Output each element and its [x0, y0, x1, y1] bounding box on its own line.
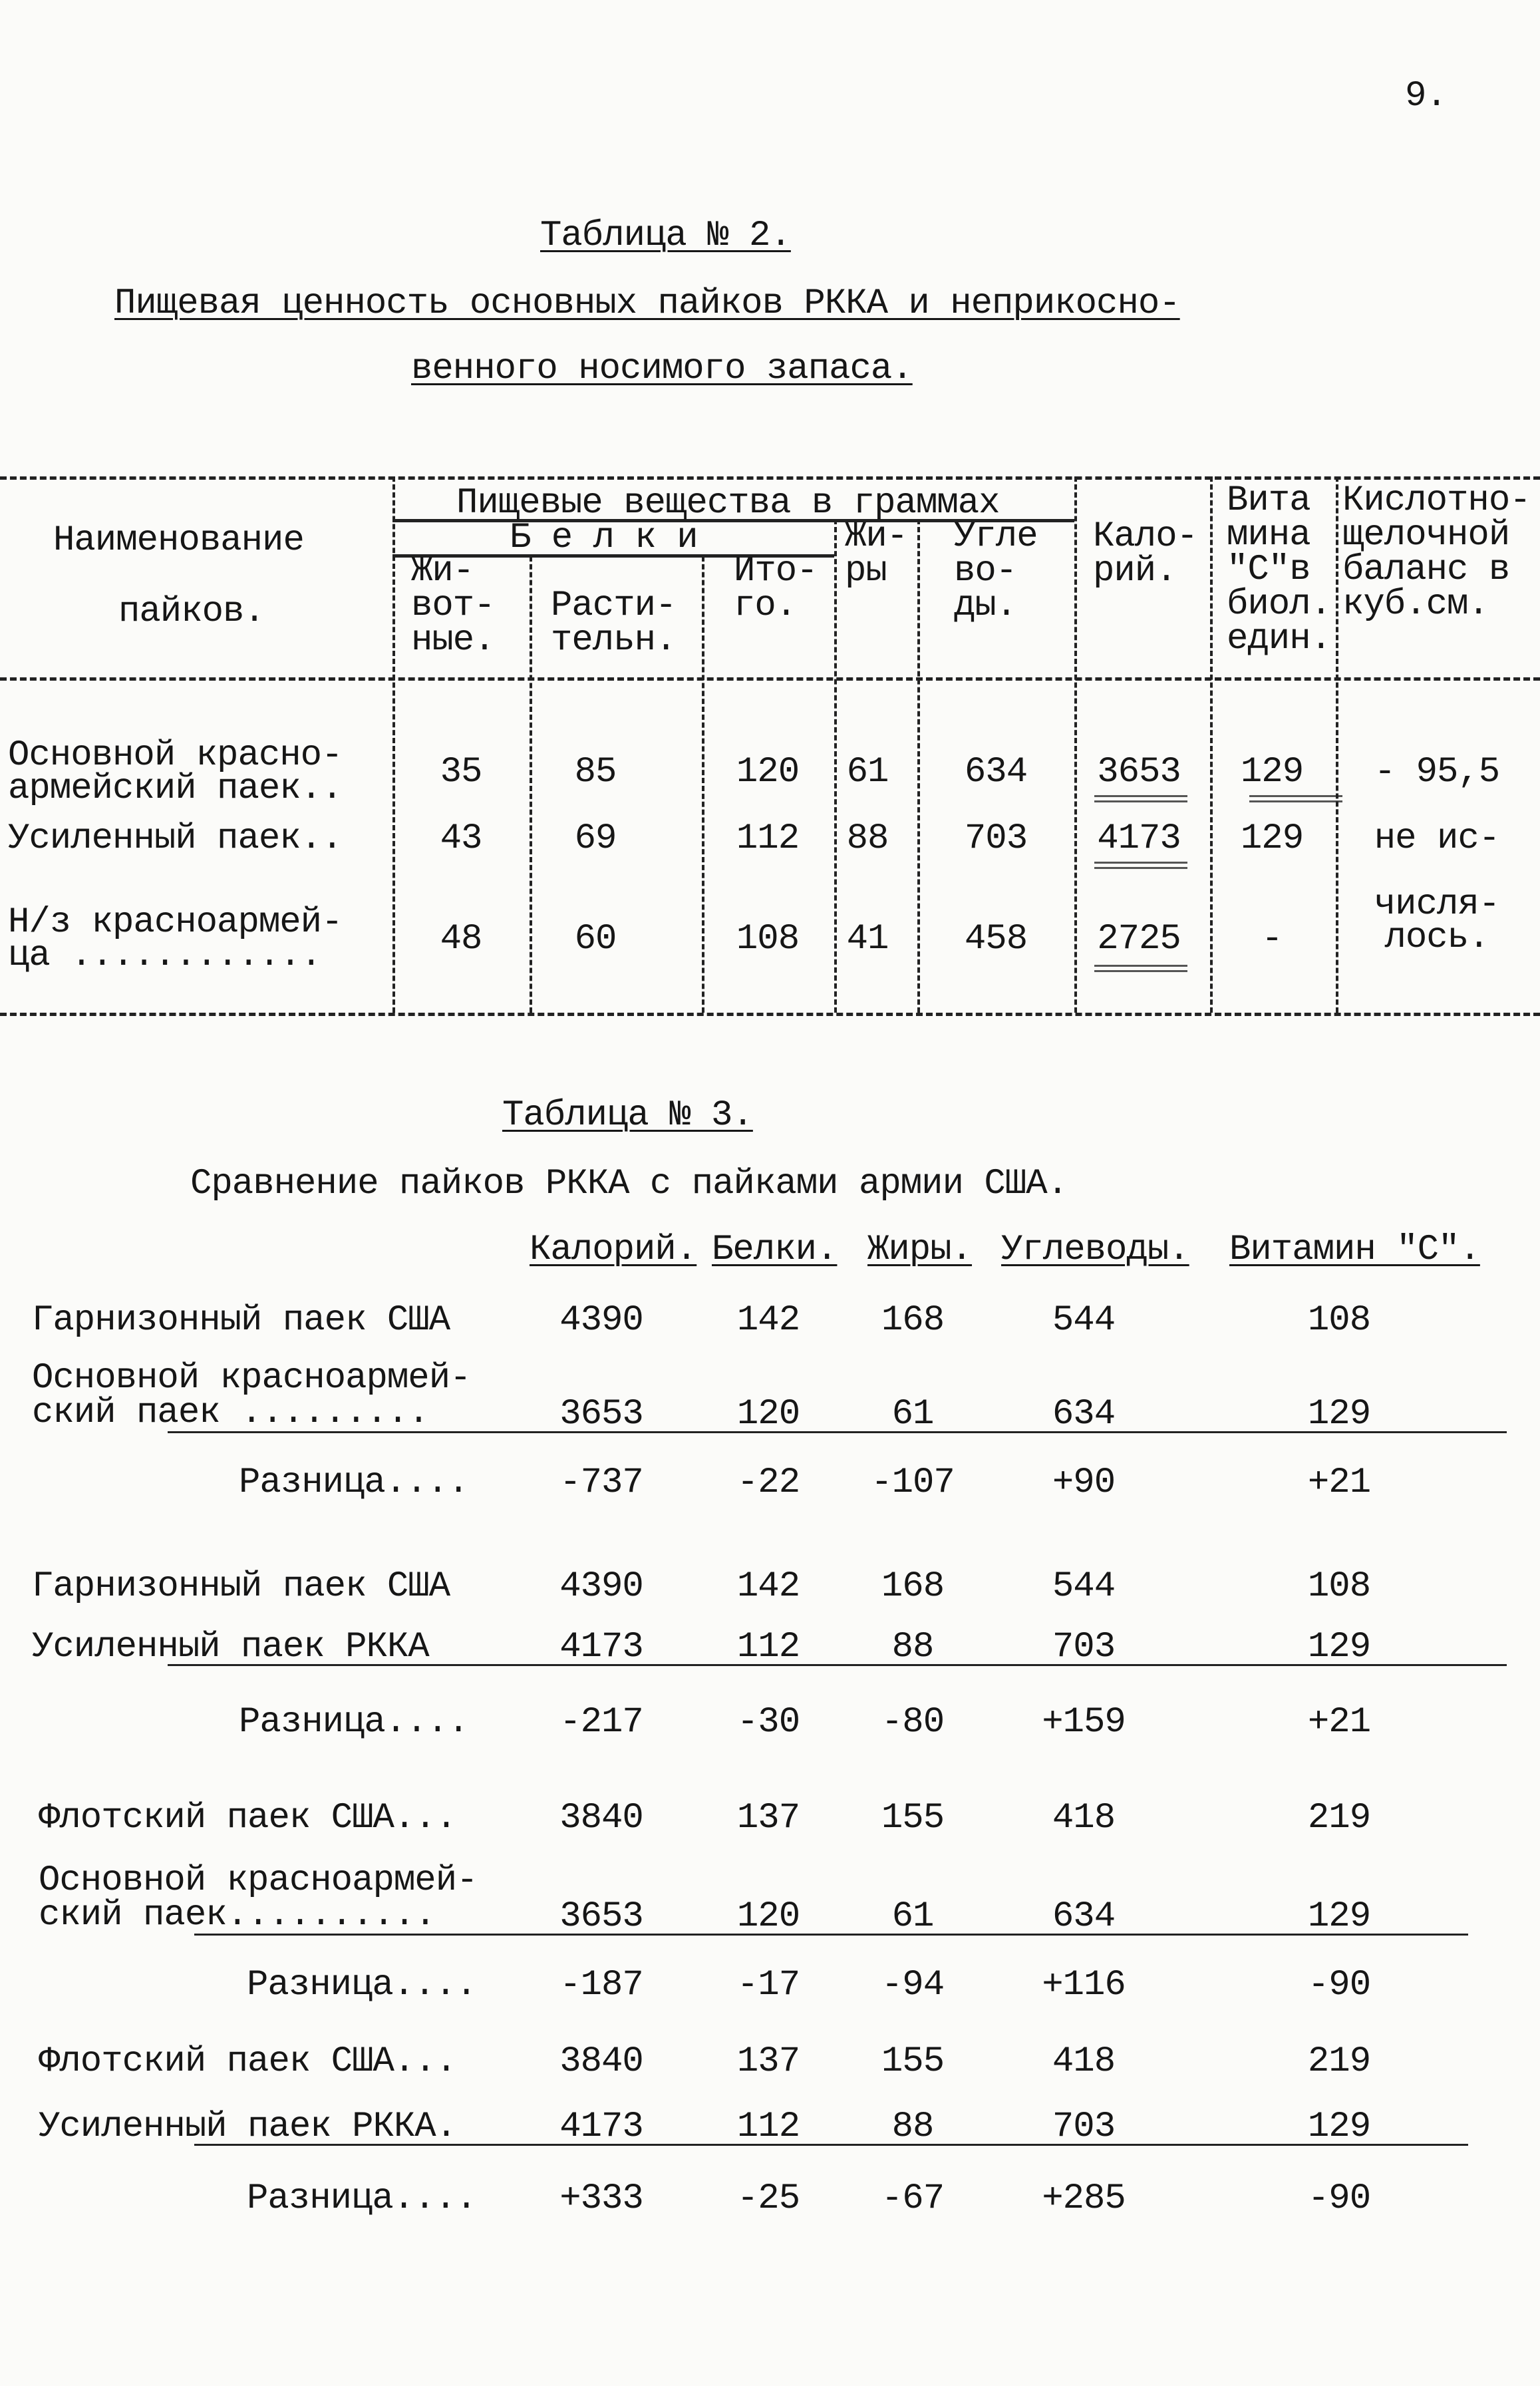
- double-underline-mark: [1094, 965, 1187, 972]
- row-value: 544: [1052, 1300, 1116, 1341]
- row-value: 129: [1307, 2107, 1371, 2147]
- row-value: 634: [1052, 1394, 1116, 1435]
- difference-label: Разница....: [247, 1965, 477, 2005]
- row-value: +21: [1307, 1702, 1371, 1743]
- row-value: -90: [1307, 2178, 1371, 2219]
- row-value: 129: [1240, 752, 1304, 792]
- row-value: 168: [881, 1566, 945, 1607]
- row-value: +21: [1307, 1462, 1371, 1503]
- row-value: 69: [574, 818, 617, 859]
- row-label: Основной красноармей-: [39, 1860, 478, 1901]
- page-number: 9.: [1405, 76, 1447, 116]
- row-value: 137: [736, 2041, 800, 2082]
- row-name: армейский паек..: [8, 768, 343, 809]
- table2-subtitle-line2: венного носимого запаса.: [411, 349, 913, 389]
- row-value: 703: [964, 818, 1028, 859]
- column-header: Витамин "С".: [1229, 1230, 1480, 1270]
- header-fats: ры: [845, 551, 887, 592]
- row-value: 703: [1052, 2107, 1116, 2147]
- row-value: -17: [736, 1965, 800, 2005]
- column-divider: [530, 556, 532, 1013]
- row-value: 219: [1307, 2041, 1371, 2082]
- row-value: -737: [559, 1462, 643, 1503]
- header-vitamin-c: Вита: [1227, 480, 1310, 521]
- row-value: -80: [881, 1702, 945, 1743]
- row-value: 129: [1307, 1627, 1371, 1667]
- row-value: -30: [736, 1702, 800, 1743]
- row-value: 120: [736, 752, 800, 792]
- table2-subtitle-line1: Пищевая ценность основных пайков РККА и неприкосно-: [114, 283, 1180, 324]
- row-value: +333: [559, 2178, 643, 2219]
- row-name: ца ............: [8, 936, 322, 976]
- table3-subtitle: Сравнение пайков РККА с пайками армии США.: [190, 1164, 1068, 1204]
- row-value: 61: [891, 1896, 934, 1937]
- row-name: Н/з красноармей-: [8, 902, 343, 943]
- column-divider: [392, 476, 395, 1013]
- row-label: Основной красноармей-: [32, 1358, 471, 1399]
- column-header: Углеводы.: [1001, 1230, 1189, 1270]
- row-value: 85: [574, 752, 617, 792]
- row-value: 112: [736, 818, 800, 859]
- row-value: 137: [736, 1798, 800, 1838]
- row-value: 88: [891, 2107, 934, 2147]
- row-value: -: [1261, 919, 1283, 959]
- row-value: 35: [440, 752, 482, 792]
- row-value: 168: [881, 1300, 945, 1341]
- column-divider: [1074, 476, 1077, 1013]
- header-vitamin-c: "С"в: [1227, 550, 1310, 590]
- header-vitamin-c: един.: [1227, 619, 1332, 659]
- row-value: +285: [1042, 2178, 1126, 2219]
- row-value: 418: [1052, 2041, 1116, 2082]
- row-value: -25: [736, 2178, 800, 2219]
- row-value: 3840: [559, 1798, 643, 1838]
- double-underline-mark: [1249, 795, 1342, 802]
- row-value: +90: [1052, 1462, 1116, 1503]
- header-animal: ные.: [411, 620, 495, 661]
- row-value: 60: [574, 919, 617, 959]
- row-value: лось.: [1384, 918, 1489, 958]
- row-value: 108: [1307, 1300, 1371, 1341]
- column-header: Белки.: [712, 1230, 838, 1270]
- row-value: 155: [881, 1798, 945, 1838]
- row-value: 88: [891, 1627, 934, 1667]
- row-value: 4173: [559, 2107, 643, 2147]
- row-value: 4173: [559, 1627, 643, 1667]
- column-divider: [834, 519, 837, 1013]
- row-value: 88: [846, 818, 889, 859]
- header-name-line1: Наименование: [53, 520, 304, 561]
- row-value: -67: [881, 2178, 945, 2219]
- column-divider: [702, 556, 704, 1013]
- row-label: Гарнизонный паек США: [32, 1566, 450, 1607]
- row-value: 61: [891, 1394, 934, 1435]
- row-value: 219: [1307, 1798, 1371, 1838]
- row-value: -187: [559, 1965, 643, 2005]
- row-value: 634: [964, 752, 1028, 792]
- row-value: 3840: [559, 2041, 643, 2082]
- difference-label: Разница....: [239, 1702, 469, 1743]
- row-value: 3653: [1097, 752, 1181, 792]
- row-value: +116: [1042, 1965, 1126, 2005]
- header-proteins: Б е л к и: [510, 518, 698, 558]
- double-underline-mark: [1094, 862, 1187, 869]
- difference-label: Разница....: [247, 2178, 477, 2219]
- row-value: 112: [736, 1627, 800, 1667]
- header-fats: Жи-: [845, 516, 908, 557]
- row-label: Усиленный паек РККА.: [39, 2107, 457, 2147]
- row-value: -107: [871, 1462, 955, 1503]
- row-value: 4173: [1097, 818, 1181, 859]
- row-value: числя-: [1374, 884, 1500, 925]
- row-value: -90: [1307, 1965, 1371, 2005]
- row-name: Усиленный паек..: [8, 818, 343, 859]
- header-name-line2: пайков.: [118, 592, 265, 632]
- header-carbs: во-: [954, 551, 1017, 592]
- row-value: 108: [736, 919, 800, 959]
- row-value: 112: [736, 2107, 800, 2147]
- row-label: Флотский паек США...: [39, 2041, 457, 2082]
- row-label: Усиленный паек РККА: [32, 1627, 429, 1667]
- header-vegetable: тельн.: [551, 620, 677, 661]
- row-value: 3653: [559, 1896, 643, 1937]
- row-value: 43: [440, 818, 482, 859]
- table2-title: Таблица № 2.: [540, 216, 791, 256]
- row-value: 48: [440, 919, 482, 959]
- row-value: - 95,5: [1374, 752, 1500, 792]
- row-value: 129: [1307, 1896, 1371, 1937]
- header-calories: Кало-: [1093, 516, 1198, 557]
- row-value: 544: [1052, 1566, 1116, 1607]
- row-value: 4390: [559, 1566, 643, 1607]
- header-vegetable: Расти-: [551, 586, 677, 626]
- row-value: 108: [1307, 1566, 1371, 1607]
- column-divider: [1336, 476, 1338, 1013]
- header-carbs: Угле: [954, 516, 1038, 557]
- row-value: -217: [559, 1702, 643, 1743]
- row-value: не ис-: [1374, 818, 1500, 859]
- column-header: Жиры.: [867, 1230, 973, 1270]
- header-acid-base: куб.см.: [1342, 584, 1489, 625]
- table2-header-border: [0, 677, 1540, 681]
- header-group: Пищевые вещества в граммах: [456, 483, 1000, 524]
- sum-line: [168, 1431, 1507, 1433]
- sum-line: [168, 1664, 1507, 1666]
- header-animal: вот-: [411, 586, 495, 626]
- row-value: 61: [846, 752, 889, 792]
- row-value: 120: [736, 1394, 800, 1435]
- row-value: -22: [736, 1462, 800, 1503]
- row-name: Основной красно-: [8, 735, 343, 776]
- row-value: 3653: [559, 1394, 643, 1435]
- row-label: Гарнизонный паек США: [32, 1300, 450, 1341]
- row-value: -94: [881, 1965, 945, 2005]
- header-total: го.: [734, 586, 797, 626]
- row-label: ский паек..........: [39, 1895, 436, 1936]
- row-value: 41: [846, 919, 889, 959]
- row-value: +159: [1042, 1702, 1126, 1743]
- row-value: 120: [736, 1896, 800, 1937]
- header-acid-base: Кислотно-: [1342, 480, 1531, 521]
- table3-title: Таблица № 3.: [502, 1095, 753, 1136]
- sum-line: [194, 1934, 1468, 1936]
- row-value: 458: [964, 919, 1028, 959]
- sum-line: [194, 2144, 1468, 2146]
- row-value: 4390: [559, 1300, 643, 1341]
- row-label: Флотский паек США...: [39, 1798, 457, 1838]
- table2-bottom-border: [0, 1013, 1540, 1016]
- double-underline-mark: [1094, 795, 1187, 802]
- row-value: 703: [1052, 1627, 1116, 1667]
- header-calories: рий.: [1093, 551, 1177, 592]
- row-value: 142: [736, 1300, 800, 1341]
- header-animal: Жи-: [411, 551, 474, 592]
- column-header: Калорий.: [530, 1230, 697, 1270]
- header-vitamin-c: биол.: [1227, 584, 1332, 625]
- row-value: 142: [736, 1566, 800, 1607]
- row-label: ский паек .........: [32, 1393, 429, 1433]
- row-value: 129: [1307, 1394, 1371, 1435]
- column-divider: [1210, 476, 1213, 1013]
- row-value: 155: [881, 2041, 945, 2082]
- table2-top-border: [0, 476, 1540, 480]
- header-acid-base: щелочной: [1342, 515, 1510, 556]
- row-value: 418: [1052, 1798, 1116, 1838]
- header-acid-base: баланс в: [1342, 550, 1510, 590]
- header-vitamin-c: мина: [1227, 515, 1310, 556]
- header-total: Ито-: [734, 551, 818, 592]
- row-value: 634: [1052, 1896, 1116, 1937]
- column-divider: [917, 519, 920, 1013]
- header-carbs: ды.: [954, 586, 1017, 626]
- row-value: 2725: [1097, 919, 1181, 959]
- difference-label: Разница....: [239, 1462, 469, 1503]
- row-value: 129: [1240, 818, 1304, 859]
